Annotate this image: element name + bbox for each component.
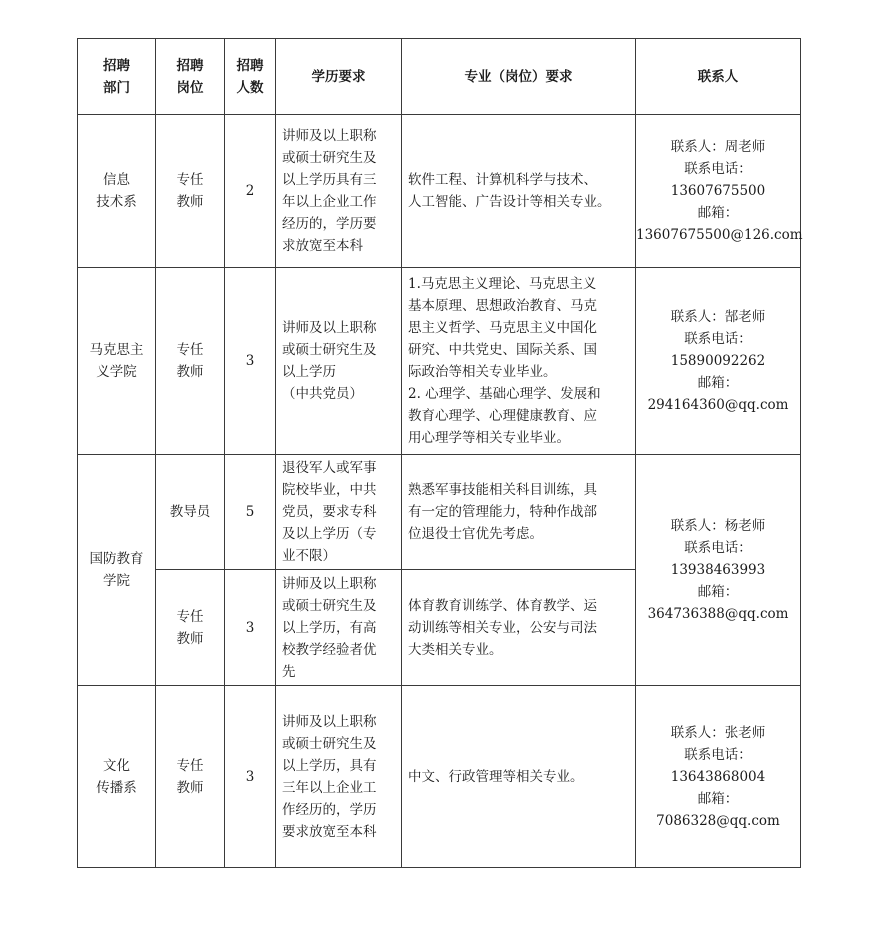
dept-cell: 国防教育 学院 xyxy=(78,455,156,686)
header-dept: 招聘 部门 xyxy=(78,39,156,115)
position-cell: 专任 教师 xyxy=(156,570,225,686)
contact-cell: 联系人：杨老师 联系电话： 13938463993 邮箱： 364736388@qq.com xyxy=(636,455,801,686)
header-position: 招聘 岗位 xyxy=(156,39,225,115)
table-row xyxy=(78,686,801,868)
education-cell: 讲师及以上职称 或硕士研究生及 以上学历 （中共党员） xyxy=(276,268,402,455)
contact-cell: 联系人：郜老师 联系电话： 15890092262 邮箱： 294164360@qq.com xyxy=(636,268,801,455)
contact-cell: 联系人：周老师 联系电话： 13607675500 邮箱： 13607675500@126.com xyxy=(636,115,801,268)
major-cell: 熟悉军事技能相关科目训练，具 有一定的管理能力，特种作战部 位退役士官优先考虑。 xyxy=(402,455,636,570)
header-row xyxy=(78,39,801,115)
table-row xyxy=(78,455,801,570)
position-cell: 专任 教师 xyxy=(156,686,225,868)
table-row xyxy=(78,115,801,268)
count-cell: 3 xyxy=(225,570,276,686)
header-education: 学历要求 xyxy=(276,39,402,115)
count-cell: 2 xyxy=(225,115,276,268)
major-cell: 1.马克思主义理论、马克思主义 基本原理、思想政治教育、马克 思主义哲学、马克思主义中国化 研究、中共党史、国际关系、国 际政治等相关专业毕业。 2. 心理学、基础心理学、发展和 教育心理学、心理健康教育、应 用心理学等相关专业毕业。 xyxy=(402,268,636,455)
major-cell: 体育教育训练学、体育教学、运 动训练等相关专业，公安与司法 大类相关专业。 xyxy=(402,570,636,686)
major-cell: 中文、行政管理等相关专业。 xyxy=(402,686,636,868)
dept-cell: 马克思主 义学院 xyxy=(78,268,156,455)
count-cell: 3 xyxy=(225,686,276,868)
education-cell: 讲师及以上职称 或硕士研究生及 以上学历，有高 校教学经验者优 先 xyxy=(276,570,402,686)
education-cell: 讲师及以上职称 或硕士研究生及 以上学历，具有 三年以上企业工 作经历的，学历 要求放宽至本科 xyxy=(276,686,402,868)
header-contact: 联系人 xyxy=(636,39,801,115)
position-cell: 专任 教师 xyxy=(156,115,225,268)
position-cell: 专任 教师 xyxy=(156,268,225,455)
position-cell: 教导员 xyxy=(156,455,225,570)
contact-cell: 联系人：张老师 联系电话： 13643868004 邮箱： 7086328@qq.com xyxy=(636,686,801,868)
major-cell: 软件工程、计算机科学与技术、 人工智能、广告设计等相关专业。 xyxy=(402,115,636,268)
dept-cell: 信息 技术系 xyxy=(78,115,156,268)
header-major: 专业（岗位）要求 xyxy=(402,39,636,115)
table-row xyxy=(78,268,801,455)
education-cell: 讲师及以上职称 或硕士研究生及 以上学历具有三 年以上企业工作 经历的，学历要 求放宽至本科 xyxy=(276,115,402,268)
recruitment-table xyxy=(77,38,801,868)
dept-cell: 文化 传播系 xyxy=(78,686,156,868)
count-cell: 3 xyxy=(225,268,276,455)
header-count: 招聘 人数 xyxy=(225,39,276,115)
education-cell: 退役军人或军事 院校毕业，中共 党员，要求专科 及以上学历（专 业不限） xyxy=(276,455,402,570)
count-cell: 5 xyxy=(225,455,276,570)
